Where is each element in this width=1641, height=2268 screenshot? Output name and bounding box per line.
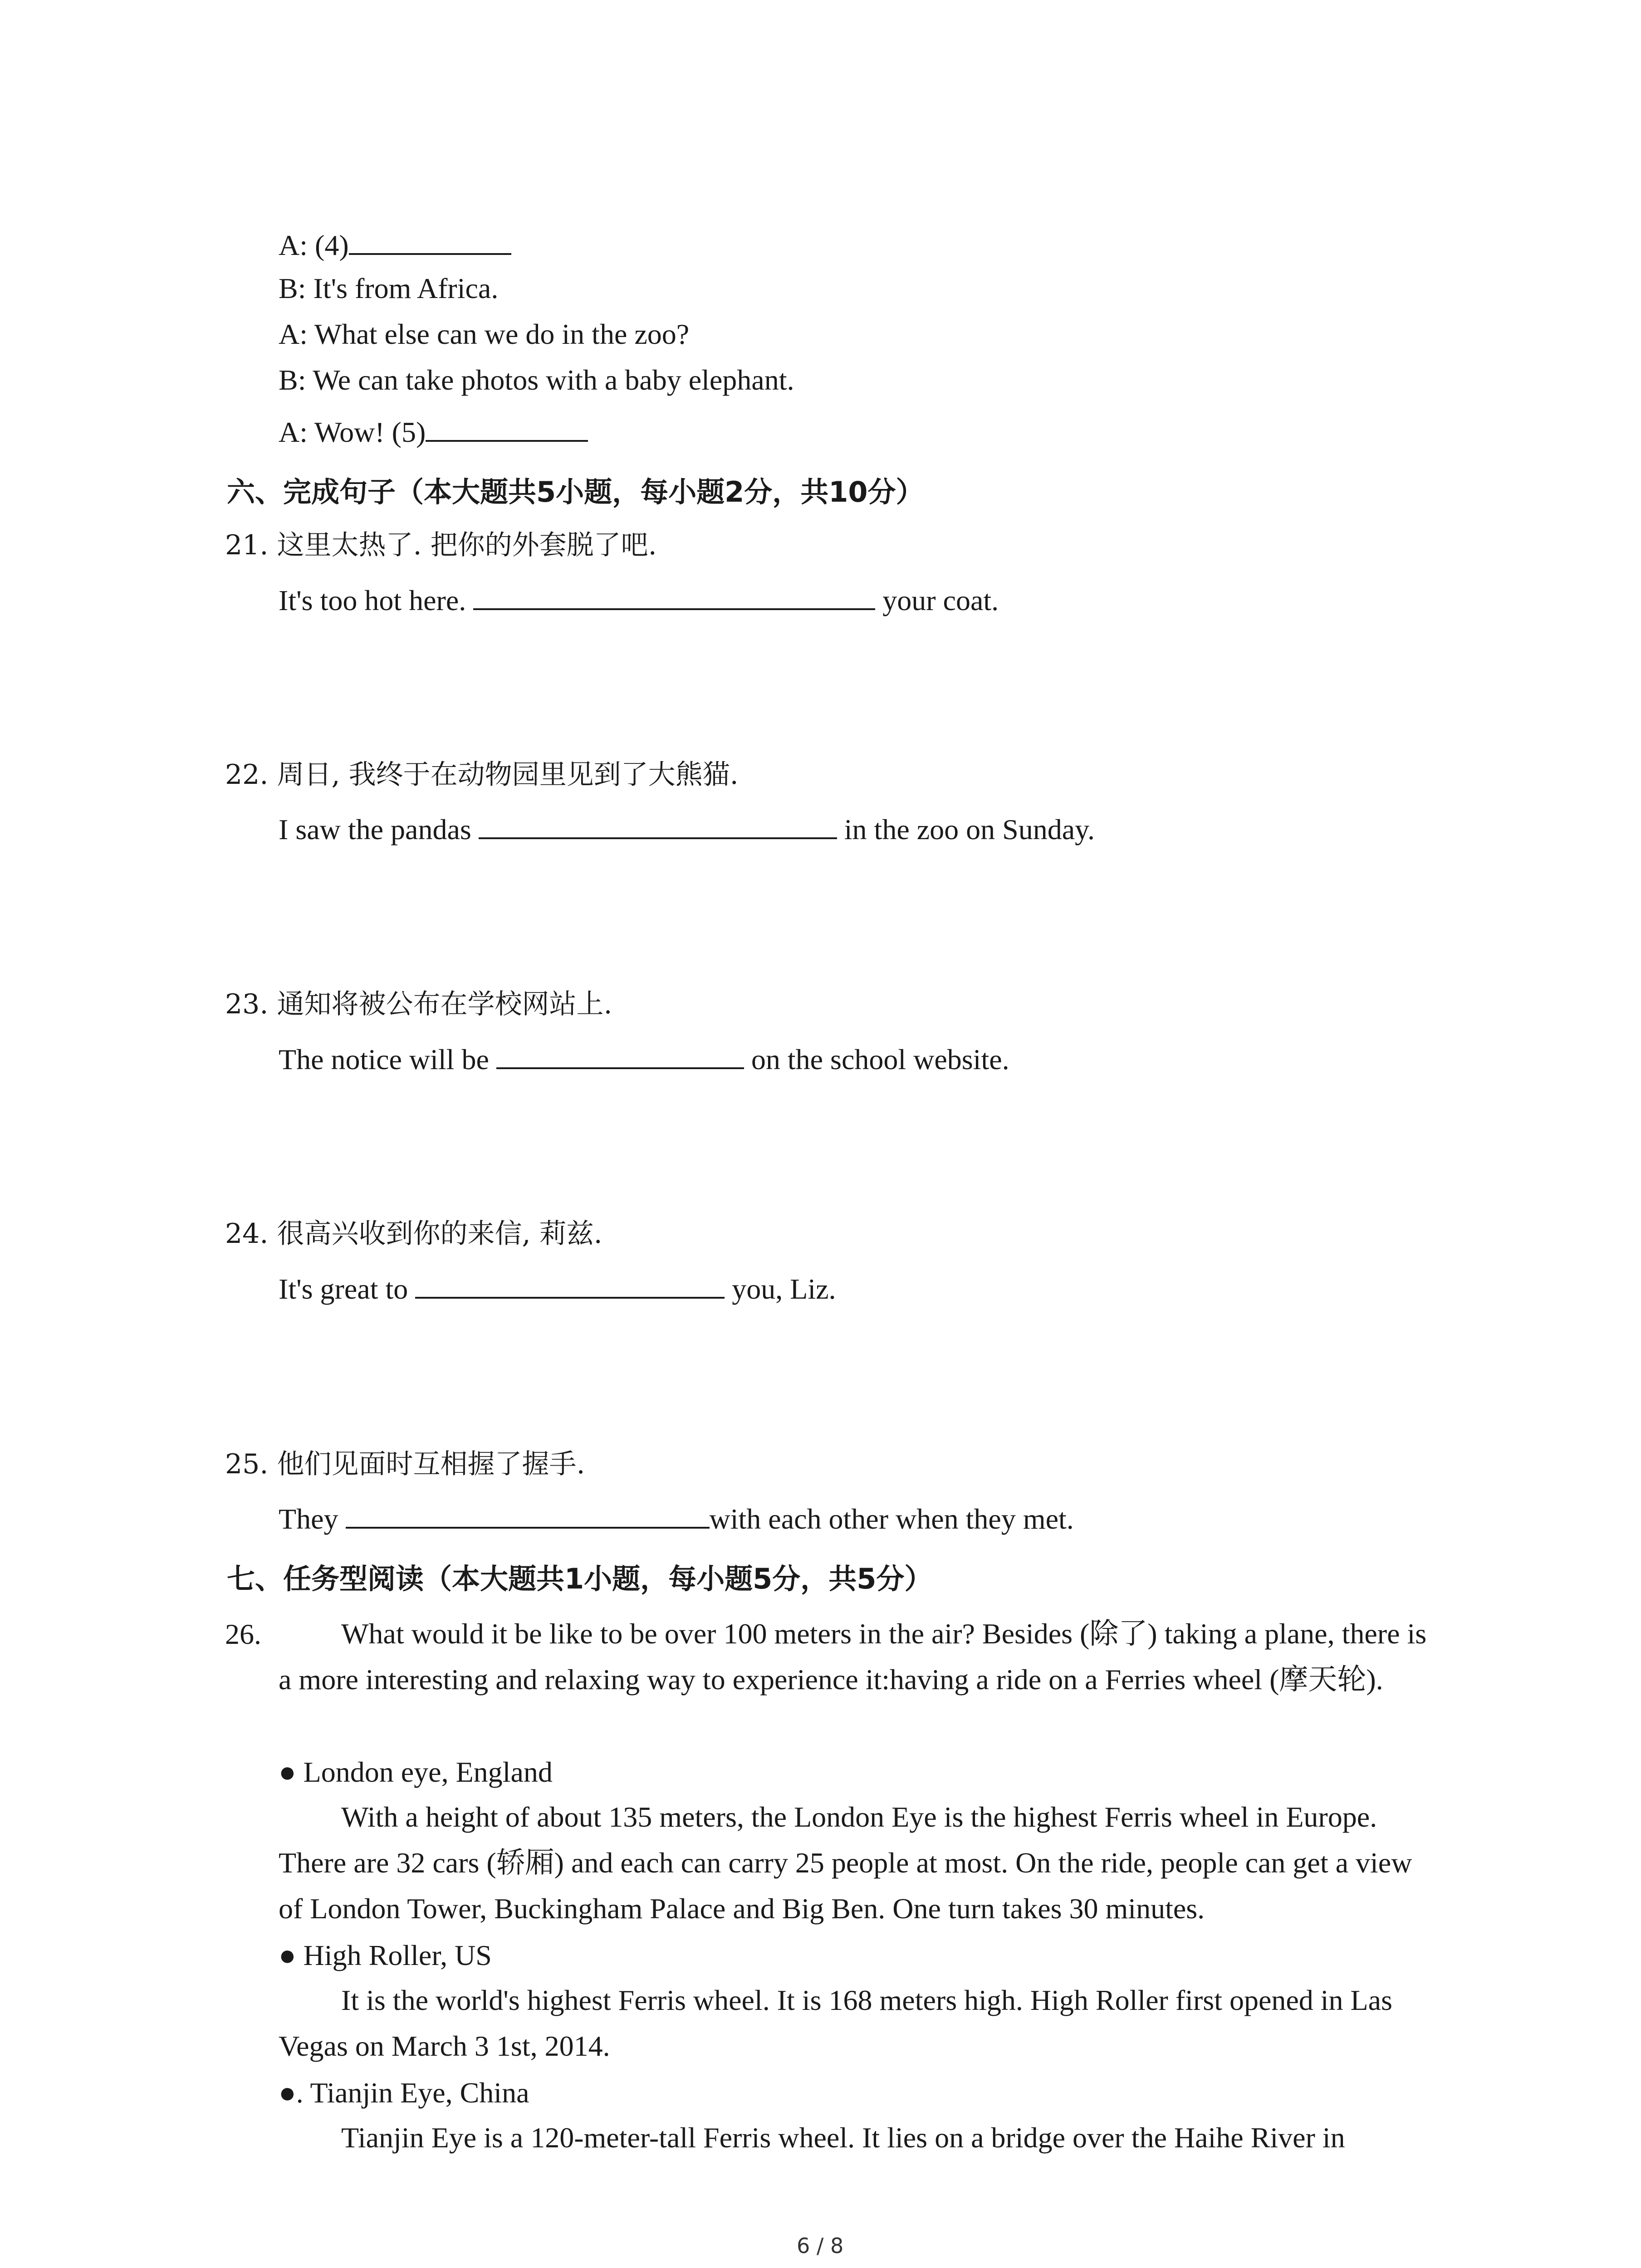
q23-sentence: The notice will be on the school website.	[279, 1042, 1009, 1074]
q22-chinese: 22. 周日, 我终于在动物园里见到了大熊猫.	[225, 759, 739, 791]
q25-chinese: 25. 他们见面时互相握了握手.	[225, 1448, 585, 1480]
q21-chinese: 21. 这里太热了. 把你的外套脱了吧.	[225, 529, 657, 561]
q21-answer-blank[interactable]	[473, 583, 875, 610]
q21-sentence: It's too hot here. your coat.	[279, 583, 999, 615]
q22-answer-blank[interactable]	[479, 812, 837, 839]
section-6-heading: 六、完成句子（本大题共5小题，每小题2分，共10分）	[227, 475, 924, 508]
bullet-london-eye-title: ● London eye, England	[279, 1756, 553, 1788]
london-eye-paragraph: With a height of about 135 meters, the London Eye is the highest Ferris wheel in Europe. There are 32 cars (轿厢) and each can carry 25 people at most. On the ride, people can get a view of London Tower, Buckingham Palace and Big Ben. One turn takes 30 minutes.	[279, 1801, 1412, 1925]
dialog-b-africa: B: It's from Africa.	[279, 272, 499, 304]
page-number: 6 / 8	[797, 2234, 844, 2258]
answer-blank[interactable]	[349, 228, 511, 255]
q22-sentence: I saw the pandas in the zoo on Sunday.	[279, 812, 1095, 844]
dialog-line-text: A: (4)	[279, 229, 349, 261]
dialog-line-text: A: Wow! (5)	[279, 416, 426, 448]
q24-answer-blank[interactable]	[415, 1271, 725, 1299]
answer-blank[interactable]	[426, 415, 588, 442]
q23-answer-blank[interactable]	[496, 1042, 744, 1069]
dialog-b-photo: B: We can take photos with a baby elephant.	[279, 364, 794, 396]
dialog-a4	[279, 228, 511, 260]
bullet-tianjin-eye-title: ●. Tianjin Eye, China	[279, 2077, 529, 2109]
q23-chinese: 23. 通知将被公布在学校网站上.	[225, 988, 612, 1020]
q26-number: 26.	[225, 1618, 261, 1650]
q24-chinese: 24. 很高兴收到你的来信, 莉兹.	[225, 1218, 603, 1250]
q25-sentence: They with each other when they met.	[279, 1501, 1074, 1534]
q25-answer-blank[interactable]	[346, 1501, 710, 1529]
tianjin-eye-paragraph: Tianjin Eye is a 120-meter-tall Ferris wheel. It lies on a bridge over the Haihe River in	[341, 2121, 1345, 2154]
q26-intro-paragraph: What would it be like to be over 100 meters in the air? Besides (除了) taking a plane, there is a more interesting and relaxing way to experience it:having a ride on a Ferries wheel (摩天轮).	[279, 1618, 1427, 1696]
dialog-a5	[279, 415, 588, 447]
section-7-heading: 七、任务型阅读（本大题共1小题，每小题5分，共5分）	[227, 1562, 933, 1595]
q24-sentence: It's great to you, Liz.	[279, 1271, 836, 1304]
dialog-a-else: A: What else can we do in the zoo?	[279, 318, 690, 350]
bullet-high-roller-title: ● High Roller, US	[279, 1939, 492, 1971]
high-roller-paragraph: It is the world's highest Ferris wheel. It is 168 meters high. High Roller first opened in Las Vegas on March 3 1st, 2014.	[279, 1984, 1392, 2062]
